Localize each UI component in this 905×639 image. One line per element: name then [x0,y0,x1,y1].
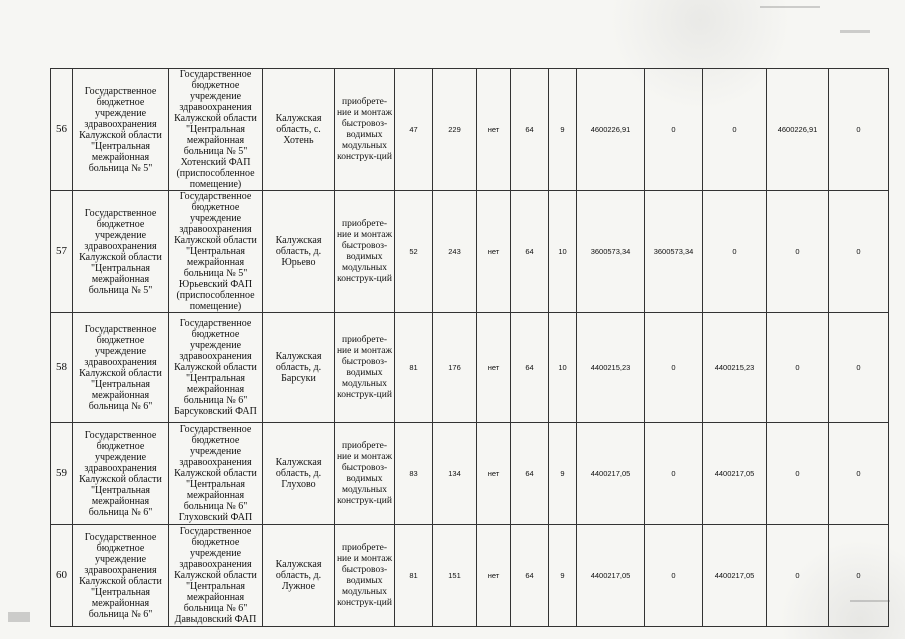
row-number: 59 [51,423,73,525]
amount-cell: 0 [645,69,703,191]
organization-cell: Государственное бюджетное учреждение здравоохранения Калужской области "Центральная межрайонная больница № 6" [73,423,169,525]
value-cell: 52 [395,191,433,313]
row-number: 60 [51,525,73,627]
object-cell: Государственное бюджетное учреждение здравоохранения Калужской области "Центральная межрайонная больница № 6" Глуховский ФАП [169,423,263,525]
organization-cell: Государственное бюджетное учреждение здравоохранения Калужской области "Центральная межрайонная больница № 6" [73,525,169,627]
row-number: 57 [51,191,73,313]
amount-cell: 4600226,91 [577,69,645,191]
amount-cell: 0 [829,423,889,525]
value-cell: нет [477,423,511,525]
amount-cell: 0 [767,313,829,423]
action-cell: приобрете-ние и монтаж быстровоз-водимых модульных конструк-ций [335,525,395,627]
amount-cell: 0 [645,525,703,627]
value-cell: нет [477,313,511,423]
value-cell: 243 [433,191,477,313]
table-row [51,525,889,627]
table-row [51,423,889,525]
amount-cell: 0 [829,69,889,191]
amount-cell: 4400217,05 [577,423,645,525]
action-cell: приобрете-ние и монтаж быстровоз-водимых модульных конструк-ций [335,69,395,191]
value-cell: 64 [511,69,549,191]
scan-noise [8,612,30,622]
amount-cell: 0 [645,423,703,525]
row-number: 56 [51,69,73,191]
amount-cell: 4400215,23 [577,313,645,423]
value-cell: 64 [511,525,549,627]
amount-cell: 3600573,34 [645,191,703,313]
value-cell: 9 [549,525,577,627]
object-cell: Государственное бюджетное учреждение здравоохранения Калужской области "Центральная межрайонная больница № 5" Хотенский ФАП (приспособленное помещение) [169,69,263,191]
action-cell: приобрете-ние и монтаж быстровоз-водимых модульных конструк-ций [335,313,395,423]
organization-cell: Государственное бюджетное учреждение здравоохранения Калужской области "Центральная межрайонная больница № 6" [73,313,169,423]
amount-cell: 0 [829,525,889,627]
amount-cell: 0 [829,313,889,423]
amount-cell: 4400217,05 [703,525,767,627]
value-cell: 64 [511,191,549,313]
amount-cell: 0 [829,191,889,313]
amount-cell: 4400217,05 [577,525,645,627]
value-cell: 9 [549,69,577,191]
amount-cell: 4400215,23 [703,313,767,423]
amount-cell: 4400217,05 [703,423,767,525]
amount-cell: 0 [767,191,829,313]
value-cell: 134 [433,423,477,525]
amount-cell: 0 [767,525,829,627]
amount-cell: 4600226,91 [767,69,829,191]
amount-cell: 0 [767,423,829,525]
value-cell: 47 [395,69,433,191]
value-cell: 81 [395,525,433,627]
location-cell: Калужская область, д. Барсуки [263,313,335,423]
value-cell: 64 [511,423,549,525]
value-cell: 10 [549,313,577,423]
table-row [51,313,889,423]
scan-noise [850,600,890,602]
value-cell: 9 [549,423,577,525]
object-cell: Государственное бюджетное учреждение здравоохранения Калужской области "Центральная межрайонная больница № 5" Юрьевский ФАП (приспособленное помещение) [169,191,263,313]
amount-cell: 0 [703,191,767,313]
table-row [51,191,889,313]
location-cell: Калужская область, д. Глухово [263,423,335,525]
value-cell: нет [477,69,511,191]
value-cell: 229 [433,69,477,191]
value-cell: 64 [511,313,549,423]
action-cell: приобрете-ние и монтаж быстровоз-водимых модульных конструк-ций [335,191,395,313]
location-cell: Калужская область, д. Лужное [263,525,335,627]
value-cell: нет [477,525,511,627]
organization-cell: Государственное бюджетное учреждение здравоохранения Калужской области "Центральная межрайонная больница № 5" [73,191,169,313]
amount-cell: 0 [645,313,703,423]
action-cell: приобрете-ние и монтаж быстровоз-водимых модульных конструк-ций [335,423,395,525]
value-cell: 83 [395,423,433,525]
location-cell: Калужская область, с. Хотень [263,69,335,191]
object-cell: Государственное бюджетное учреждение здравоохранения Калужской области "Центральная межрайонная больница № 6" Барсуковский ФАП [169,313,263,423]
scan-noise [840,30,870,33]
facility-table [50,68,889,627]
amount-cell: 3600573,34 [577,191,645,313]
value-cell: 10 [549,191,577,313]
location-cell: Калужская область, д. Юрьево [263,191,335,313]
value-cell: 176 [433,313,477,423]
row-number: 58 [51,313,73,423]
organization-cell: Государственное бюджетное учреждение здравоохранения Калужской области "Центральная межрайонная больница № 5" [73,69,169,191]
amount-cell: 0 [703,69,767,191]
value-cell: 81 [395,313,433,423]
value-cell: 151 [433,525,477,627]
table-row [51,69,889,191]
value-cell: нет [477,191,511,313]
scan-noise [760,6,820,8]
object-cell: Государственное бюджетное учреждение здравоохранения Калужской области "Центральная межрайонная больница № 6" Давыдовский ФАП [169,525,263,627]
